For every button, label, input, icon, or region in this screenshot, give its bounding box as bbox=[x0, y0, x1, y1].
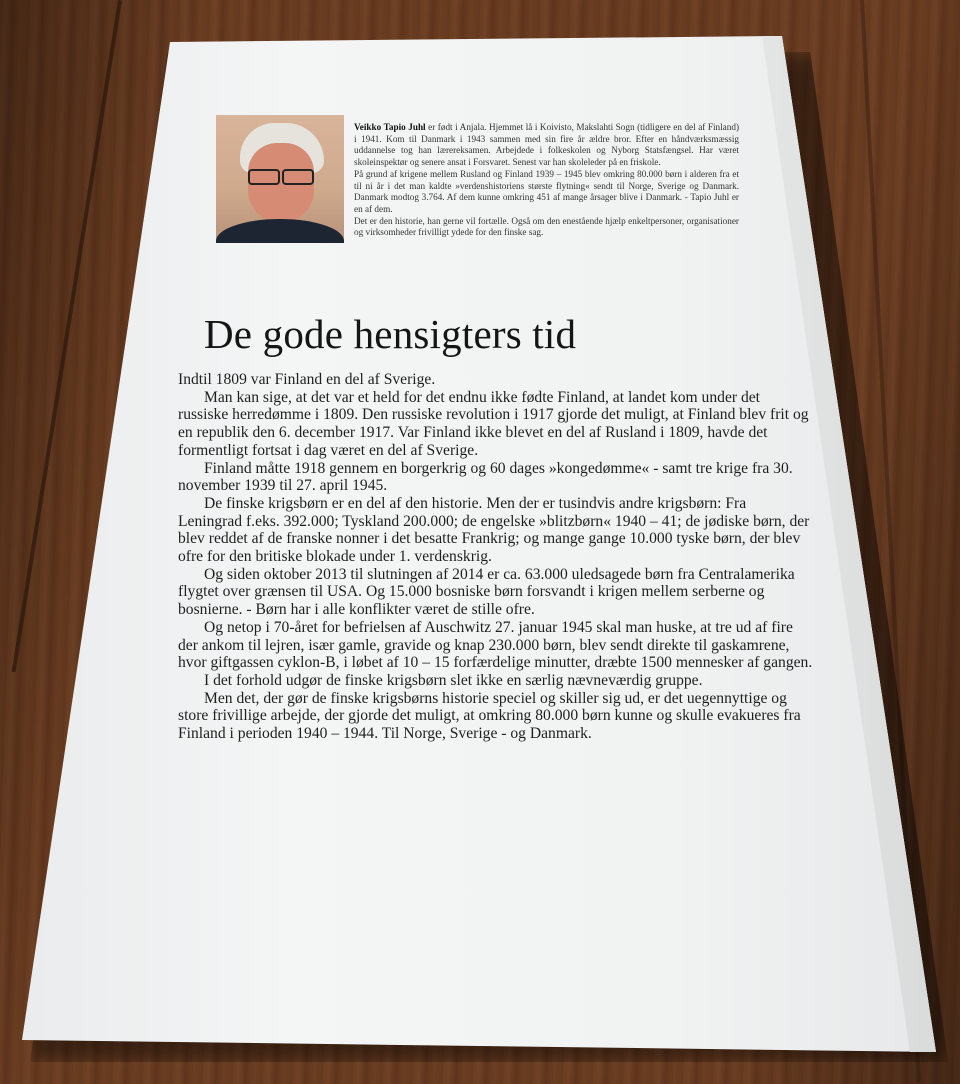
blurb-text bbox=[178, 371, 814, 743]
blurb-paragraph: Og netop i 70-året for befrielsen af Auschwitz 27. januar 1945 skal man huske, at tre ud af fire der ankom til lejren, især gamle, gravide og knap 230.000 børn, blev sendt direkte til gaskamrene, hvor giftgassen cyklon-B, i løbet af 10 – 15 forfærdelige minutter, dræbte 1500 mennesker af gangen. bbox=[178, 618, 813, 672]
author-photo bbox=[216, 115, 344, 243]
bio-paragraph: Det er den historie, han gerne vil fortælle. Også om den enestående hjælp enkeltpersoner, organisationer og virksomheder frivilligt ydede for den finske sag. bbox=[354, 215, 739, 238]
blurb-paragraph: I det forhold udgør de finske krigsbørn slet ikke en særlig nævneværdig gruppe. bbox=[204, 671, 703, 689]
glasses-icon bbox=[246, 169, 316, 183]
book-title: De gode hensigters tid bbox=[204, 311, 577, 357]
bio-paragraph: Veikko Tapio Juhl er født i Anjala. Hjemmet lå i Koivisto, Makslahti Sogn (tidligere en del af Finland) i 1941. Kom til Danmark i 1943 sammen med sin fire år ældre bror. Efter en håndværksmæssig uddannelse tog han lærereksamen. Arbejdede i folkeskolen og Nyborg Statsfængsel. Har været skoleinspektør og senere ansat i Forsvaret. Senest var han skoleleder på en friskole. bbox=[354, 122, 739, 168]
bio-paragraph: På grund af krigene mellem Rusland og Finland 1939 – 1945 blev omkring 80.000 børn i alderen fra et til ni år i det man kaldte »verdenshistoriens største flytning« sendt til Norge, Sverige og Danmark. Danmark modtog 3.764. Af dem kunne omkring 451 af mange årsager blive i Danmark. - Tapio Juhl er en af dem. bbox=[354, 168, 739, 214]
blurb-paragraph: Indtil 1809 var Finland en del af Sverige. bbox=[178, 371, 436, 388]
blurb-paragraph: Og siden oktober 2013 til slutningen af 2014 er ca. 63.000 uledsagede børn fra Centralamerika flygtet over grænsen til USA. Og 15.000 bosniske børn forsvandt i krigen mellem serberne og bosnierne. - Børn har i alle konflikter været de stille ofre. bbox=[178, 565, 795, 619]
author-bio bbox=[354, 122, 739, 239]
blurb-paragraph: Men det, der gør de finske krigsbørns historie speciel og skiller sig ud, er det uegennyttige og store frivillige arbejde, der gjorde det muligt, at omkring 80.000 børn kunne og skulle evakueres fra Finland i perioden 1940 – 1944. Til Norge, Sverige - og Danmark. bbox=[178, 689, 801, 743]
blurb-paragraph: De finske krigsbørn er en del af den historie. Men der er tusindvis andre krigsbørn: Fra Leningrad f.eks. 392.000; Tyskland 200.000; de engelske »blitzbørn« 1940 – 41; de jødiske børn, der blev reddet af de franske nonner i det besatte Frankrig; og mange gange 10.000 tyske børn, der blev ofre for den britiske blokade under 1. verdenskrig. bbox=[178, 494, 810, 566]
blurb-paragraph: Man kan sige, at det var et held for det endnu ikke fødte Finland, at landet kom under det russiske herredømme i 1809. Den russiske revolution i 1917 gjorde det muligt, at Finland blev frit og en republik den 6. december 1917. Var Finland ikke blevet en del af Rusland i 1809, havde det formentligt fortsat i dag været en del af Sverige. bbox=[178, 388, 809, 459]
blurb-paragraph: Finland måtte 1918 gennem en borgerkrig og 60 dages »kongedømme« - samt tre krige fra 30. november 1939 til 27. april 1945. bbox=[178, 459, 793, 495]
author-shoulders bbox=[216, 219, 344, 243]
author-name: Veikko Tapio Juhl bbox=[354, 122, 426, 132]
